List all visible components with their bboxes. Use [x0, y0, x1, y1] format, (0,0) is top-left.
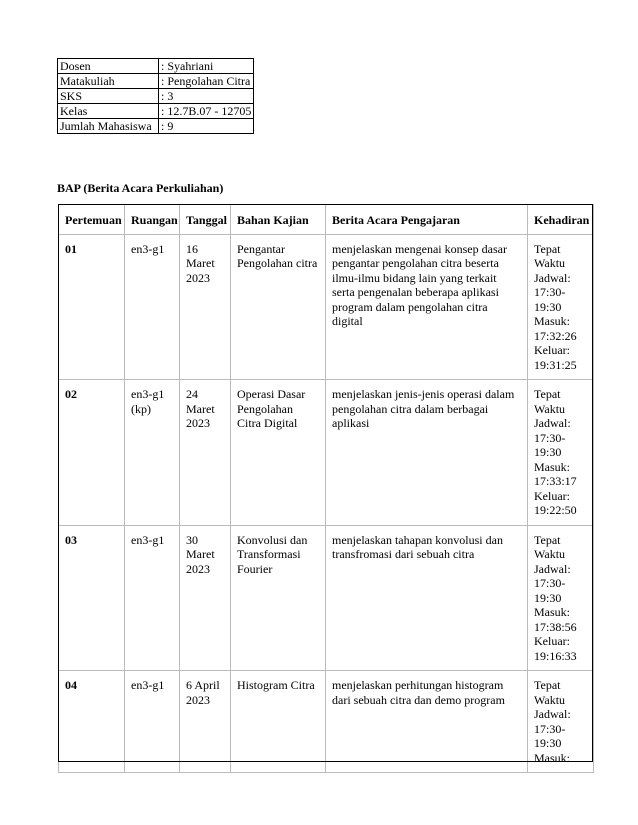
cell-kehadiran: Tepat Waktu Jadwal: 17:30-19:30 Masuk: 17:33:17 Keluar: 19:22:50	[528, 380, 594, 526]
cell-bahan-kajian: Pengantar Pengolahan citra	[231, 234, 326, 380]
cell-pertemuan: 03	[59, 525, 125, 671]
info-value: : 9	[159, 119, 254, 134]
cell-berita-acara: menjelaskan tahapan konvolusi dan transfromasi dari sebuah citra	[326, 525, 528, 671]
cell-berita-acara: menjelaskan mengenai konsep dasar pengantar pengolahan citra beserta ilmu-ilmu bidang lain yang terkait serta pengenalan beberapa aplikasi program dalam pengolahan citra digital	[326, 234, 528, 380]
info-value: : Syahriani	[159, 59, 254, 74]
bap-title: BAP (Berita Acara Perkuliahan)	[57, 181, 224, 195]
cell-bahan-kajian: Operasi Dasar Pengolahan Citra Digital	[231, 380, 326, 526]
cell-berita-acara: menjelaskan perhitungan histogram dari sebuah citra dan demo program	[326, 671, 528, 773]
cell-pertemuan: 01	[59, 234, 125, 380]
cell-bahan-kajian: Histogram Citra	[231, 671, 326, 773]
cell-kehadiran: Tepat Waktu Jadwal: 17:30-19:30 Masuk: 17:32:26 Keluar: 19:31:25	[528, 234, 594, 380]
header-berita-acara: Berita Acara Pengajaran	[326, 205, 528, 235]
info-row-kelas	[58, 104, 254, 119]
cell-tanggal: 30 Maret 2023	[180, 525, 231, 671]
cell-tanggal: 24 Maret 2023	[180, 380, 231, 526]
table-row	[59, 234, 594, 380]
header-tanggal: Tanggal	[180, 205, 231, 235]
bap-table	[58, 204, 594, 773]
cell-ruangan: en3-g1 (kp)	[125, 380, 180, 526]
bap-header-row	[59, 205, 594, 235]
info-row-matakuliah	[58, 74, 254, 89]
header-pertemuan: Pertemuan	[59, 205, 125, 235]
info-label: Matakuliah	[58, 74, 159, 89]
info-row-dosen	[58, 59, 254, 74]
cell-kehadiran: Tepat Waktu Jadwal: 17:30-19:30 Masuk:	[528, 671, 594, 773]
cell-ruangan: en3-g1	[125, 234, 180, 380]
cell-ruangan: en3-g1	[125, 525, 180, 671]
info-label: SKS	[58, 89, 159, 104]
info-value: : Pengolahan Citra	[159, 74, 254, 89]
info-row-jumlah-mahasiswa	[58, 119, 254, 134]
header-kehadiran: Kehadiran	[528, 205, 594, 235]
header-bahan-kajian: Bahan Kajian	[231, 205, 326, 235]
info-label: Kelas	[58, 104, 159, 119]
course-info-table	[57, 58, 254, 134]
info-label: Jumlah Mahasiswa	[58, 119, 159, 134]
cell-kehadiran: Tepat Waktu Jadwal: 17:30-19:30 Masuk: 17:38:56 Keluar: 19:16:33	[528, 525, 594, 671]
table-row	[59, 671, 594, 773]
cell-tanggal: 16 Maret 2023	[180, 234, 231, 380]
cell-bahan-kajian: Konvolusi dan Transformasi Fourier	[231, 525, 326, 671]
header-ruangan: Ruangan	[125, 205, 180, 235]
info-value: : 3	[159, 89, 254, 104]
table-row	[59, 380, 594, 526]
cell-berita-acara: menjelaskan jenis-jenis operasi dalam pengolahan citra dalam berbagai aplikasi	[326, 380, 528, 526]
info-label: Dosen	[58, 59, 159, 74]
cell-pertemuan: 04	[59, 671, 125, 773]
info-value: : 12.7B.07 - 12705	[159, 104, 254, 119]
table-row	[59, 525, 594, 671]
cell-ruangan: en3-g1	[125, 671, 180, 773]
cell-tanggal: 6 April 2023	[180, 671, 231, 773]
info-row-sks	[58, 89, 254, 104]
cell-pertemuan: 02	[59, 380, 125, 526]
